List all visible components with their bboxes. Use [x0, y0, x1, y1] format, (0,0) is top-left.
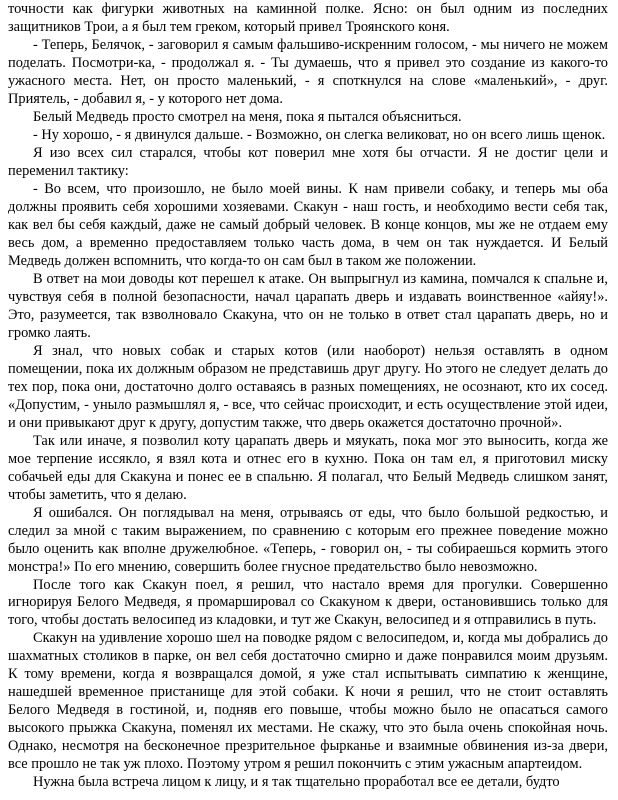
paragraph: - Во всем, что произошло, не было моей вины. К нам привели собаку, и теперь мы оба должны проявить себя хорошими хозяевами. Скакун - наш гость, и необходимо вести себя так, как вел бы себя каждый, даже не самый добрый человек. В конце концов, мы же не отдаем ему весь дом, а временно предоставляем только часть дома, в чем он так нуждается. И Белый Медведь должен вспомнить, что когда-то он сам был в таком же положении. [8, 180, 608, 269]
paragraph: Скакун на удивление хорошо шел на поводке рядом с велосипедом, и, когда мы добрались до шахматных столиков в парке, он вел себя достаточно смирно и даже понравился моим друзьям. К тому времени, когда я возвращался домой, я уже стал испытывать симпатию к женщине, нашедшей временное пристанище для этой собаки. К ночи я решил, что не стоит оставлять Белого Медведя в гостиной, и, подняв его повыше, чтобы можно было не опасаться самого высокого прыжка Скакуна, поменял их местами. Не скажу, что это была очень спокойная ночь. Однако, несмотря на бесконечное презрительное фырканье и взаимные обвинения из-за двери, все прошло не так уж плохо. Поэтому утром я решил покончить с этим ужасным апартеидом. [8, 630, 608, 773]
paragraph: Нужна была встреча лицом к лицу, и я так тщательно проработал все ее детали, будто [33, 774, 560, 791]
paragraph: точности как фигурки животных на каминной полке. Ясно: он был одним из последних защитников Трои, а я был тем греком, который привел Троянского коня. [8, 1, 608, 35]
paragraph: Так или иначе, я позволил коту царапать дверь и мяукать, пока мог это выносить, когда же мое терпение иссякло, я взял кота и отнес его в кухню. Пока он там ел, я приготовил миску собачьей еды для Скакуна и понес ее в спальню. Я полагал, что Белый Медведь слишком занят, чтобы заметить, что я делаю. [8, 432, 608, 503]
paragraph: Я изо всех сил старался, чтобы кот поверил мне хотя бы отчасти. Я не достиг цели и переменил тактику: [8, 144, 608, 179]
paragraph: Я ошибался. Он поглядывал на меня, отрываясь от еды, что было большой редкостью, и следил за мной с таким выражением, по сравнению с которым его прежнее поведение можно было оценить как вполне дружелюбное. «Теперь, - говорил он, - ты собираешься кормить этого монстра!» По его мнению, совершить более гнусное предательство было невозможно. [8, 504, 608, 575]
paragraph: Белый Медведь просто смотрел на меня, пока я пытался объясниться. [33, 108, 462, 125]
paragraph: - Теперь, Белячок, - заговорил я самым фальшиво-искренним голосом, - мы ничего не можем поделать. Посмотри-ка, - продолжал я. - Ты думаешь, что я привел это создание из какого-то ужасного места. Нет, он просто маленький, - я споткнулся на слове «маленький», - друг. Приятель, - добавил я, - у которого нет дома. [8, 36, 608, 107]
document-body [8, 0, 608, 792]
document-page [8, 0, 608, 800]
paragraph: После того как Скакун поел, я решил, что настало время для прогулки. Совершенно игнорируя Белого Медведя, я промаршировал со Скакуном к двери, остановившись только для того, чтобы достать велосипед из кладовки, и тут же Скакун, велосипед и я отправились в путь. [8, 576, 608, 629]
paragraph: В ответ на мои доводы кот перешел к атаке. Он выпрыгнул из камина, помчался к спальне и, чувствуя себя в полной безопасности, начал царапать дверь и издавать воинственное «айяу!». Это, разумеется, так взволновало Скакуна, что он не только в ответ стал царапать дверь, но и громко лаять. [8, 270, 608, 341]
paragraph: Я знал, что новых собак и старых котов (или наоборот) нельзя оставлять в одном помещении, пока их должным образом не представишь друг другу. Но этого не следует делать до тех пор, пока они, достаточно долго оставаясь в разных помещениях, не осознают, кто их сосед. «Допустим, - уныло размышлял я, - все, что сейчас происходит, и есть осуществление этой идеи, и они привыкают друг к другу, допустим также, что дверь окажется достаточно прочной». [8, 342, 608, 431]
paragraph: - Ну хорошо, - я двинулся дальше. - Возможно, он слегка великоват, но он всего лишь щенок. [33, 126, 606, 143]
